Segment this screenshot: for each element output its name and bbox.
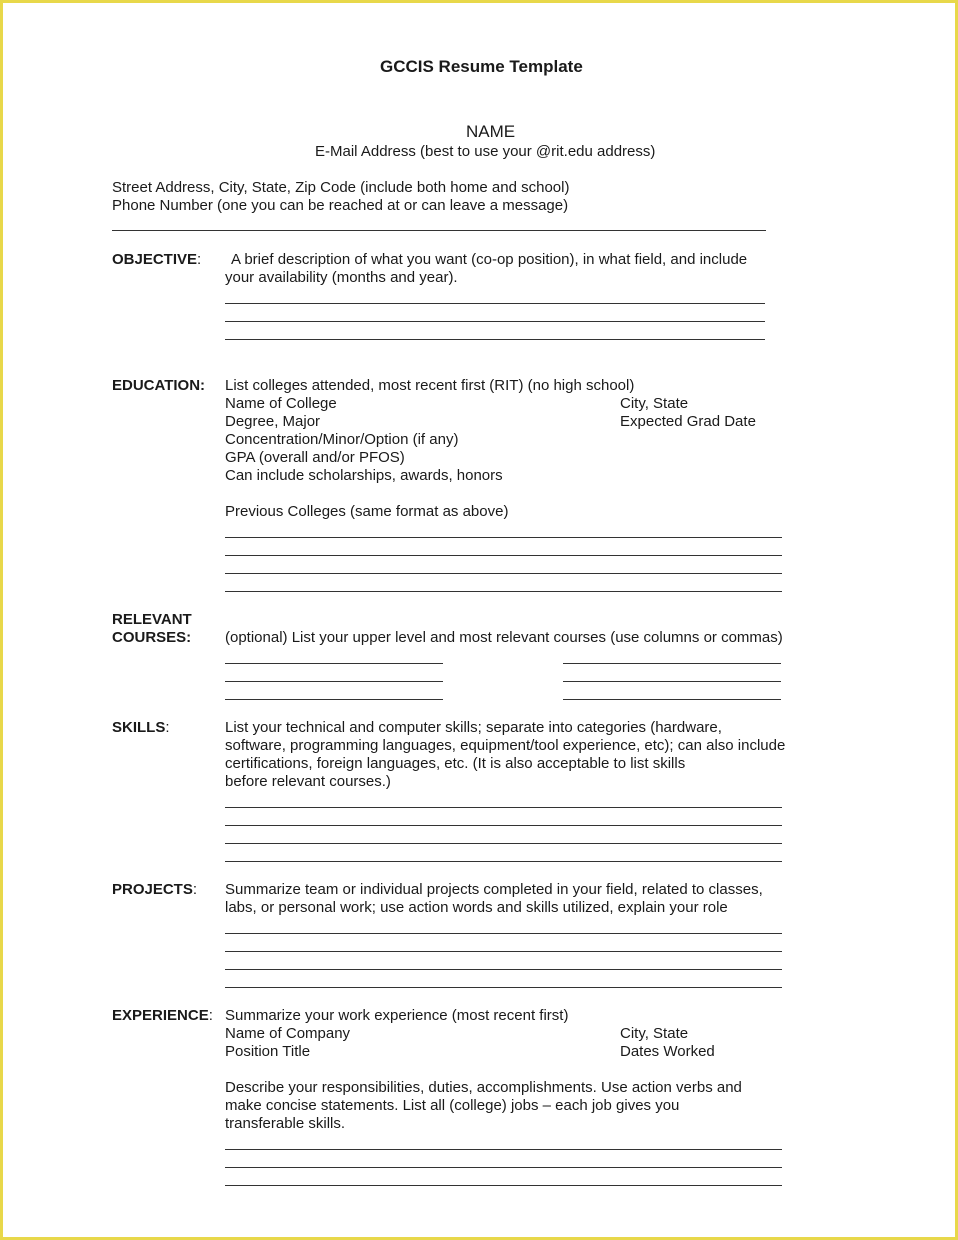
skills-text-2: software, programming languages, equipment/tool experience, etc); can also include — [225, 737, 786, 754]
courses-blank-line-right — [563, 681, 781, 682]
courses-blank-line-left — [225, 663, 443, 664]
experience-blank-line — [225, 1185, 782, 1186]
email-line: E-Mail Address (best to use your @rit.edu address) — [315, 143, 656, 160]
objective-blank-line — [225, 321, 765, 322]
courses-blank-line-left — [225, 681, 443, 682]
education-gpa: GPA (overall and/or PFOS) — [225, 449, 405, 466]
experience-desc-1: Describe your responsibilities, duties, accomplishments. Use action verbs and — [225, 1079, 742, 1096]
education-intro: List colleges attended, most recent first (RIT) (no high school) — [225, 377, 635, 394]
experience-blank-line — [225, 1167, 782, 1168]
projects-blank-line — [225, 969, 782, 970]
experience-intro: Summarize your work experience (most recent first) — [225, 1007, 569, 1024]
projects-colon: : — [192, 881, 198, 898]
experience-dates: Dates Worked — [620, 1043, 715, 1060]
skills-blank-line — [225, 843, 782, 844]
objective-text-2: your availability (months and year). — [225, 269, 458, 286]
skills-blank-line — [225, 825, 782, 826]
education-label: EDUCATION: — [112, 377, 206, 394]
projects-blank-line — [225, 987, 782, 988]
education-blank-line — [225, 537, 782, 538]
projects-label: PROJECTS — [112, 881, 193, 898]
skills-label: SKILLS — [112, 719, 166, 736]
courses-blank-line-left — [225, 699, 443, 700]
experience-heading — [112, 1007, 213, 1025]
education-degree: Degree, Major — [225, 413, 321, 430]
objective-colon: : — [197, 251, 202, 268]
street-address-line: Street Address, City, State, Zip Code (include both home and school) — [112, 179, 570, 196]
skills-heading — [112, 719, 170, 737]
experience-colon: : — [208, 1007, 213, 1024]
projects-text-2: labs, or personal work; use action words and skills utilized, explain your role — [225, 899, 728, 916]
education-city: City, State — [620, 395, 689, 412]
education-concentration: Concentration/Minor/Option (if any) — [225, 431, 459, 448]
experience-desc-3: transferable skills. — [225, 1115, 346, 1132]
courses-blank-line-right — [563, 699, 781, 700]
experience-position: Position Title — [225, 1043, 311, 1060]
skills-text-3: certifications, foreign languages, etc. (It is also acceptable to list skills — [225, 755, 686, 772]
experience-company: Name of Company — [225, 1025, 351, 1042]
header-divider — [112, 230, 766, 231]
education-blank-line — [225, 555, 782, 556]
education-honors: Can include scholarships, awards, honors — [225, 467, 503, 484]
education-previous: Previous Colleges (same format as above) — [225, 503, 509, 520]
objective-blank-line — [225, 303, 765, 304]
courses-label-1: RELEVANT — [112, 611, 192, 628]
projects-blank-line — [225, 951, 782, 952]
projects-text-1: Summarize team or individual projects completed in your field, related to classes, — [225, 881, 763, 898]
education-blank-line — [225, 573, 782, 574]
phone-line: Phone Number (one you can be reached at or can leave a message) — [112, 197, 569, 214]
objective-heading — [112, 251, 201, 269]
objective-blank-line — [225, 339, 765, 340]
projects-blank-line — [225, 933, 782, 934]
projects-heading — [112, 881, 197, 899]
skills-blank-line — [225, 807, 782, 808]
skills-text-4: before relevant courses.) — [225, 773, 391, 790]
experience-label: EXPERIENCE — [112, 1007, 209, 1024]
objective-label: OBJECTIVE — [112, 251, 198, 268]
skills-blank-line — [225, 861, 782, 862]
objective-text-1: A brief description of what you want (co-op position), in what field, and include — [231, 251, 748, 268]
skills-text-1: List your technical and computer skills; separate into categories (hardware, — [225, 719, 722, 736]
experience-city: City, State — [620, 1025, 689, 1042]
skills-colon: : — [165, 719, 170, 736]
education-blank-line — [225, 591, 782, 592]
courses-text: (optional) List your upper level and most relevant courses (use columns or commas) — [225, 629, 783, 646]
experience-desc-2: make concise statements. List all (college) jobs – each job gives you — [225, 1097, 680, 1114]
experience-blank-line — [225, 1149, 782, 1150]
education-grad-date: Expected Grad Date — [620, 413, 756, 430]
courses-label-2: COURSES: — [112, 629, 192, 646]
name-heading: NAME — [466, 122, 516, 141]
courses-blank-line-right — [563, 663, 781, 664]
document-title: GCCIS Resume Template — [380, 57, 583, 76]
education-college: Name of College — [225, 395, 337, 412]
